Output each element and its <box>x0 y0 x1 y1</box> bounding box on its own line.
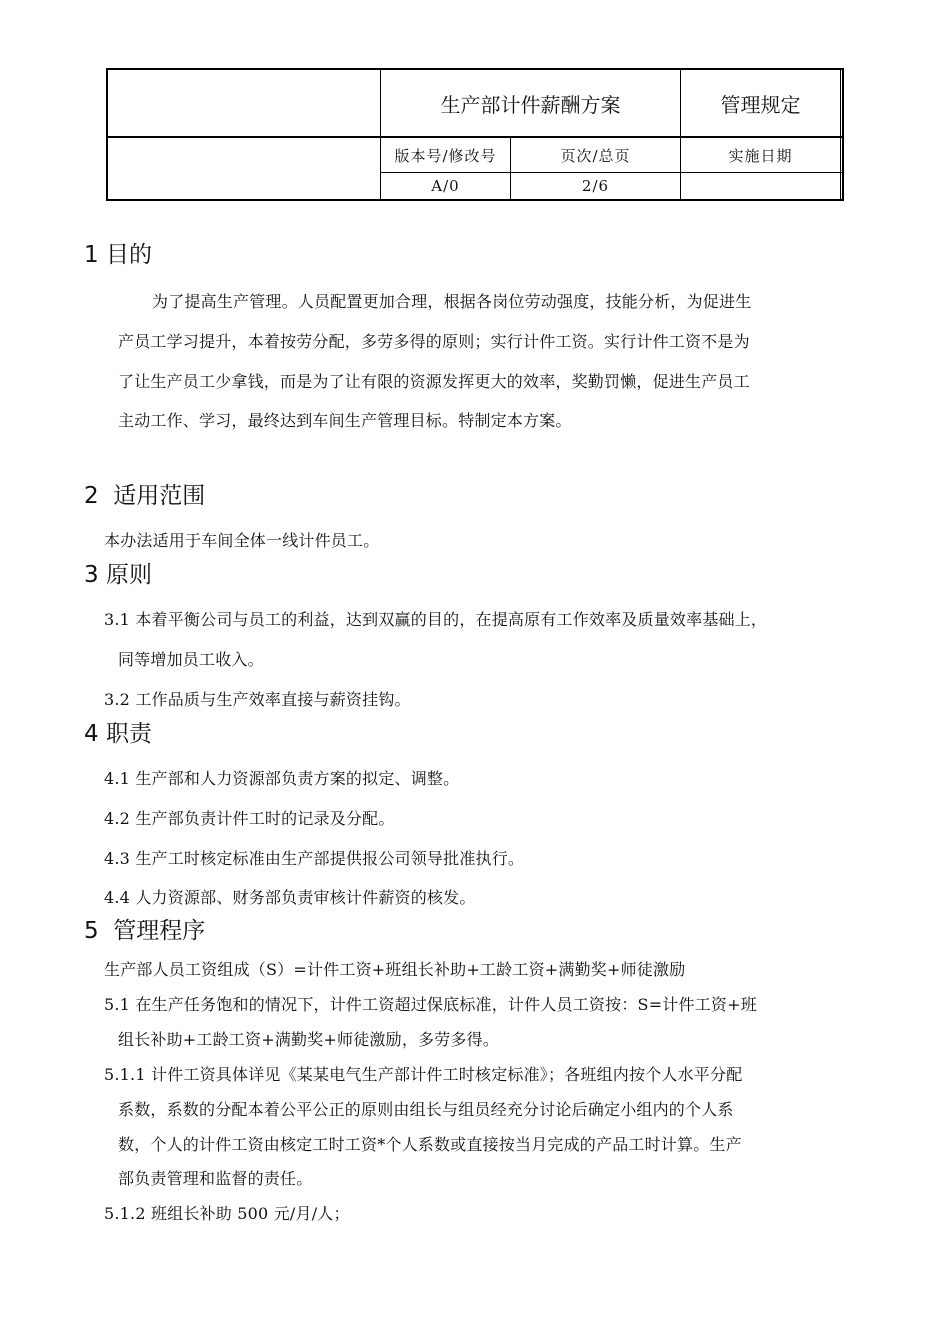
date-column-label: 实施日期 <box>728 146 793 165</box>
document-title: 生产部计件薪酬方案 <box>440 92 621 117</box>
section-heading-scope: 2 适用范围 <box>84 483 206 509</box>
list-item: 4.2 生产部负责计件工时的记录及分配。 <box>104 809 395 828</box>
paragraph-line: 了让生产员工少拿钱，而是为了让有限的资源发挥更大的效率，奖勤罚懒，促进生产员工 <box>118 372 750 391</box>
document-header-table <box>106 68 844 201</box>
list-item: 3.1 本着平衡公司与员工的利益，达到双赢的目的，在提高原有工作效率及质量效率基础上， <box>104 610 768 629</box>
paragraph-line: 本办法适用于车间全体一线计件员工。 <box>104 531 380 550</box>
version-value: A/0 <box>431 177 460 195</box>
paragraph-line: 5.1.2 班组长补助 500 元/月/人； <box>104 1204 350 1223</box>
paragraph-line: 数，个人的计件工资由核定工时工资*个人系数或直接按当月完成的产品工时计算。生产 <box>118 1135 742 1154</box>
list-item: 4.1 生产部和人力资源部负责方案的拟定、调整。 <box>104 769 460 788</box>
paragraph-line: 5.1 在生产任务饱和的情况下，计件工资超过保底标准，计件人员工资按：S=计件工资+班 <box>104 995 757 1014</box>
paragraph-line: 主动工作、学习，最终达到车间生产管理目标。特制定本方案。 <box>118 411 572 430</box>
page-column-label: 页次/总页 <box>560 146 631 165</box>
list-item: 4.3 生产工时核定标准由生产部提供报公司领导批准执行。 <box>104 849 525 868</box>
paragraph-line: 部负责管理和监督的责任。 <box>118 1169 313 1188</box>
document-type: 管理规定 <box>720 92 801 117</box>
version-column-label: 版本号/修改号 <box>394 146 497 165</box>
paragraph-line: 系数，系数的分配本着公平公正的原则由组长与组员经充分讨论后确定小组内的个人系 <box>118 1100 734 1119</box>
paragraph-line: 生产部人员工资组成（S）=计件工资+班组长补助+工龄工资+满勤奖+师徒激励 <box>104 960 686 979</box>
paragraph-line: 组长补助+工龄工资+满勤奖+师徒激励，多劳多得。 <box>118 1030 500 1049</box>
paragraph-line: 产员工学习提升，本着按劳分配，多劳多得的原则；实行计件工资。实行计件工资不是为 <box>118 332 750 351</box>
section-heading-responsibilities: 4 职责 <box>84 721 152 747</box>
list-item: 4.4 人力资源部、财务部负责审核计件薪资的核发。 <box>104 888 476 907</box>
section-heading-purpose: 1 目的 <box>84 242 152 268</box>
section-heading-procedure: 5 管理程序 <box>84 918 206 944</box>
list-item: 3.2 工作品质与生产效率直接与薪资挂钩。 <box>104 690 411 709</box>
date-value <box>681 173 840 199</box>
paragraph-line: 5.1.1 计件工资具体详见《某某电气生产部计件工时核定标准》；各班组内按个人水平分配 <box>104 1065 743 1084</box>
list-item: 同等增加员工收入。 <box>118 650 264 669</box>
section-heading-principles: 3 原则 <box>84 562 152 588</box>
paragraph-line: 为了提高生产管理。人员配置更加合理，根据各岗位劳动强度，技能分析，为促进生 <box>152 292 752 311</box>
page-value: 2/6 <box>581 177 610 195</box>
